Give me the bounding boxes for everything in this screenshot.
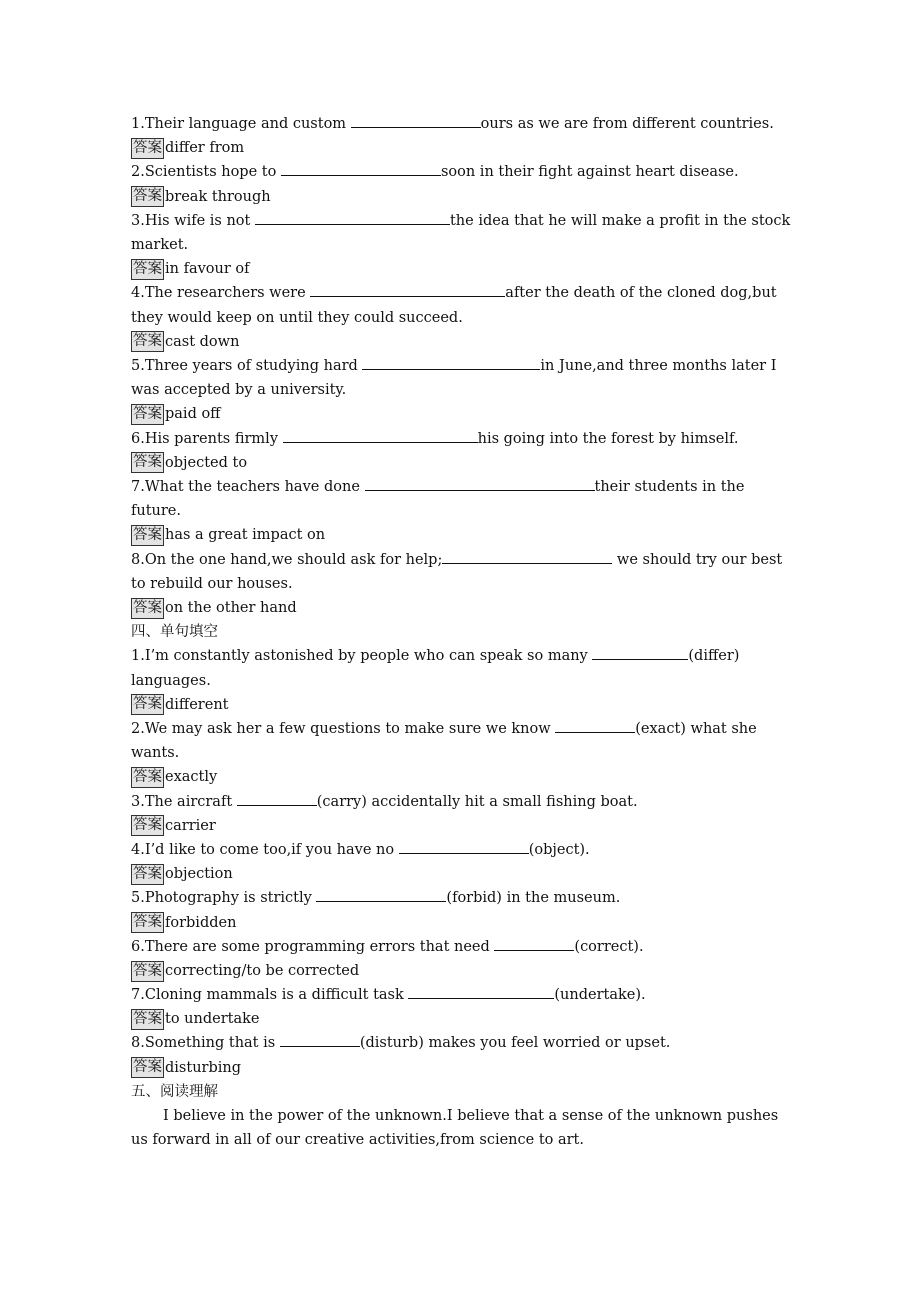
question-item (131, 160, 791, 208)
answer-text: break through (165, 188, 271, 205)
answer-text: on the other hand (165, 599, 297, 616)
question-text: 3.The aircraft (carry) accidentally hit a small fishing boat. (131, 790, 791, 814)
answer-label-badge: 答案 (131, 694, 164, 715)
answer-blank (255, 210, 450, 225)
question-number: 5. (131, 890, 145, 907)
answer-label-badge: 答案 (131, 767, 164, 788)
answer-blank (362, 355, 540, 370)
question-item (131, 209, 795, 282)
answer-blank (442, 549, 612, 564)
section-title: 四、单句填空 (131, 624, 218, 641)
question-text: 8.Something that is (disturb) makes you feel worried or upset. (131, 1031, 791, 1055)
answer-blank (237, 791, 317, 806)
question-item (131, 1031, 791, 1079)
question-text: 6.His parents firmly his going into the forest by himself. (131, 427, 791, 451)
answer-label-badge: 答案 (131, 525, 164, 546)
question-number: 7. (131, 478, 145, 495)
question-number: 2. (131, 164, 145, 181)
answer-text: objected to (165, 454, 248, 471)
answer-blank (283, 428, 478, 443)
question-item (131, 790, 791, 838)
answer-text: different (165, 696, 229, 713)
question-item (131, 717, 791, 790)
answer-blank (281, 161, 441, 176)
question-text: 4.I’d like to come too,if you have no (object). (131, 838, 791, 862)
answer-text: cast down (165, 333, 240, 350)
question-number: 6. (131, 938, 145, 955)
question-number: 1. (131, 648, 145, 665)
answer-blank (555, 718, 635, 733)
section-title: 五、阅读理解 (131, 1083, 218, 1100)
answer-label-badge: 答案 (131, 186, 164, 207)
question-item (131, 112, 791, 160)
question-number: 2. (131, 720, 145, 737)
question-number: 4. (131, 285, 145, 302)
answer-text: to undertake (165, 1011, 260, 1028)
question-text: 1.I’m constantly astonished by people who can speak so many (differ) languages. (131, 644, 791, 692)
question-text: 5.Photography is strictly (forbid) in the museum. (131, 886, 791, 910)
answer-text: objection (165, 866, 233, 883)
question-number: 4. (131, 841, 145, 858)
question-item (131, 427, 791, 475)
question-number: 8. (131, 1035, 145, 1052)
question-number: 6. (131, 430, 145, 447)
question-item (131, 644, 791, 717)
answer-blank (310, 282, 505, 297)
question-number: 3. (131, 793, 145, 810)
answer-text: paid off (165, 406, 221, 423)
question-item (131, 935, 791, 983)
answer-text: forbidden (165, 914, 237, 931)
answer-blank (592, 645, 688, 660)
exercise-content (131, 112, 795, 1152)
answer-blank (399, 839, 529, 854)
question-item (131, 548, 791, 621)
answer-text: differ from (165, 140, 245, 157)
question-item (131, 281, 791, 354)
question-text: 6.There are some programming errors that need (correct). (131, 935, 791, 959)
question-text: 4.The researchers were after the death of the cloned dog,but they would keep on until they could succeed. (131, 281, 791, 329)
question-number: 1. (131, 116, 145, 132)
question-text: 7.Cloning mammals is a difficult task (undertake). (131, 983, 791, 1007)
question-number: 7. (131, 987, 145, 1004)
question-text: 3.His wife is not the idea that he will make a profit in the stock market. (131, 209, 791, 257)
answer-blank (280, 1032, 360, 1047)
answer-label-badge: 答案 (131, 864, 164, 885)
answer-label-badge: 答案 (131, 259, 164, 280)
answer-text: has a great impact on (165, 527, 326, 544)
answer-text: disturbing (165, 1059, 241, 1076)
answer-text: carrier (165, 817, 216, 834)
answer-label-badge: 答案 (131, 1009, 164, 1030)
answer-blank (365, 476, 595, 491)
answer-blank (351, 113, 481, 128)
answer-text: correcting/to be corrected (165, 962, 360, 979)
answer-blank (494, 936, 574, 951)
question-item (131, 838, 791, 886)
answer-label-badge: 答案 (131, 815, 164, 836)
question-text: 2.Scientists hope to soon in their fight against heart disease. (131, 160, 791, 184)
reading-paragraph: I believe in the power of the unknown.I believe that a sense of the unknown pushes us forward in all of our creative activities,from science to art. (131, 1108, 783, 1149)
question-item (131, 475, 791, 548)
question-number: 5. (131, 357, 145, 374)
answer-label-badge: 答案 (131, 138, 164, 159)
answer-label-badge: 答案 (131, 912, 164, 933)
answer-label-badge: 答案 (131, 598, 164, 619)
answer-label-badge: 答案 (131, 452, 164, 473)
question-text: 8.On the one hand,we should ask for help; we should try our best to rebuild our houses. (131, 548, 791, 596)
answer-label-badge: 答案 (131, 331, 164, 352)
answer-label-badge: 答案 (131, 1057, 164, 1078)
answer-blank (408, 984, 554, 999)
answer-label-badge: 答案 (131, 961, 164, 982)
question-text: 5.Three years of studying hard in June,and three months later I was accepted by a university. (131, 354, 791, 402)
question-text: 1.Their language and custom ours as we are from different countries. (131, 112, 791, 136)
answer-text: exactly (165, 769, 218, 786)
answer-blank (316, 887, 446, 902)
answer-label-badge: 答案 (131, 404, 164, 425)
question-item (131, 886, 791, 934)
answer-text: in favour of (165, 261, 250, 278)
question-number: 3. (131, 212, 145, 229)
question-item (131, 983, 791, 1031)
question-number: 8. (131, 551, 145, 568)
question-text: 7.What the teachers have done their students in the future. (131, 475, 791, 523)
question-item (131, 354, 791, 427)
question-text: 2.We may ask her a few questions to make sure we know (exact) what she wants. (131, 717, 791, 765)
